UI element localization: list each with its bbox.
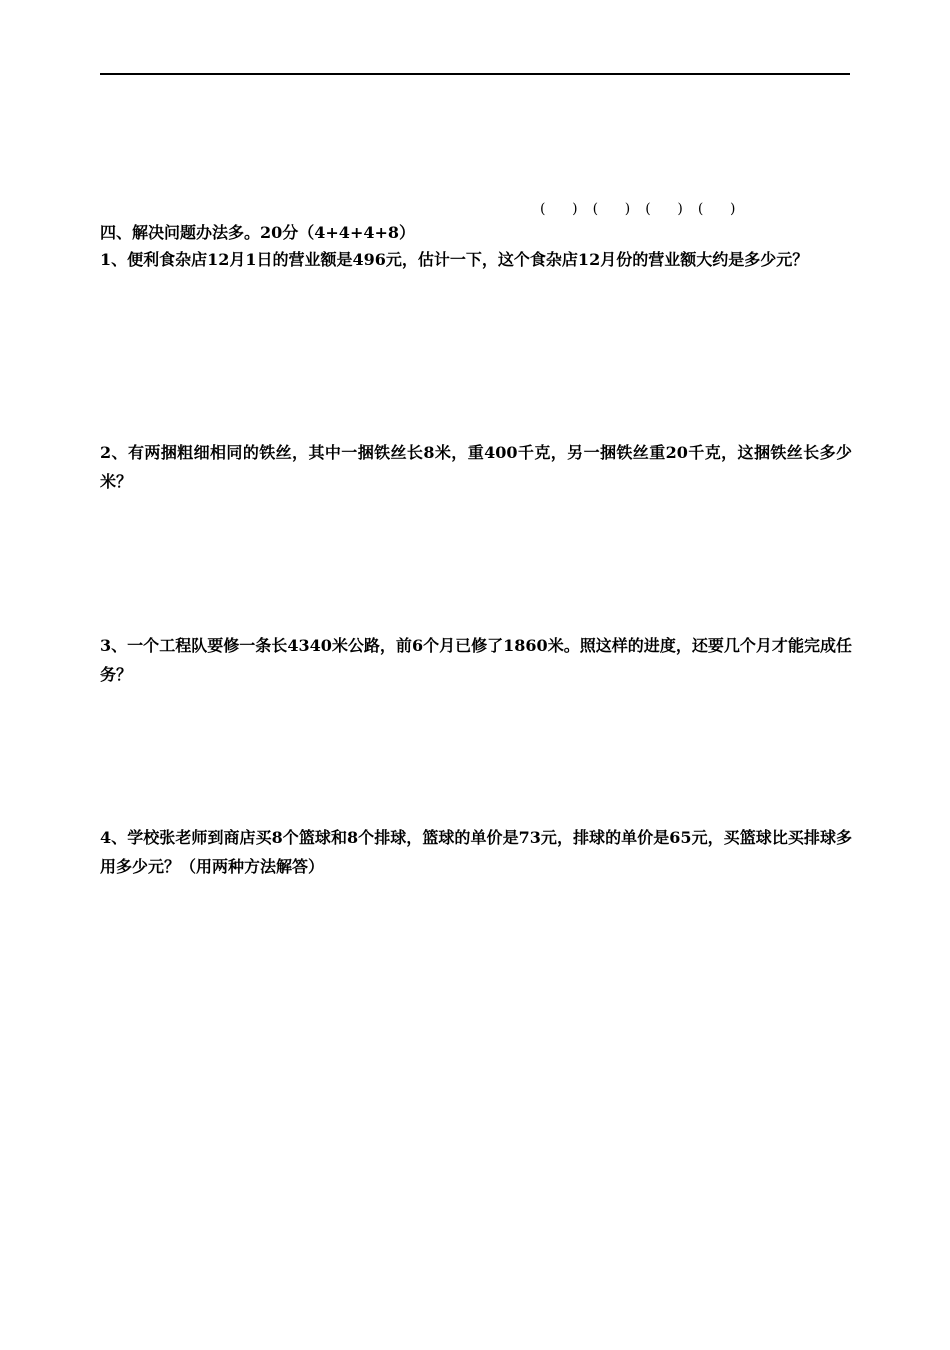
- question-1: 1、便利食杂店12月1日的营业额是496元，估计一下，这个食杂店12月份的营业额大约是多少元？: [100, 250, 809, 269]
- question-2: 2、有两捆粗细相同的铁丝，其中一捆铁丝长8米，重400千克，另一捆铁丝重20千克，这捆铁丝长多少米？: [100, 443, 852, 491]
- answer-blank[interactable]: ( ): [645, 201, 683, 217]
- answer-blank[interactable]: ( ): [540, 201, 578, 217]
- answer-blank[interactable]: ( ): [592, 201, 631, 217]
- header-rule: [100, 73, 850, 75]
- answer-blank[interactable]: ( ): [697, 201, 736, 217]
- section-heading: 四、解决问题办法多。20分（4+4+4+8）: [100, 223, 416, 242]
- question-3: 3、一个工程队要修一条长4340米公路，前6个月已修了1860米。照这样的进度，还要几个月才能完成任务？: [100, 636, 852, 684]
- answer-blanks-row: [540, 200, 736, 218]
- question-4: 4、学校张老师到商店买8个篮球和8个排球，篮球的单价是73元，排球的单价是65元，买篮球比买排球多用多少元？（用两种方法解答）: [100, 828, 852, 876]
